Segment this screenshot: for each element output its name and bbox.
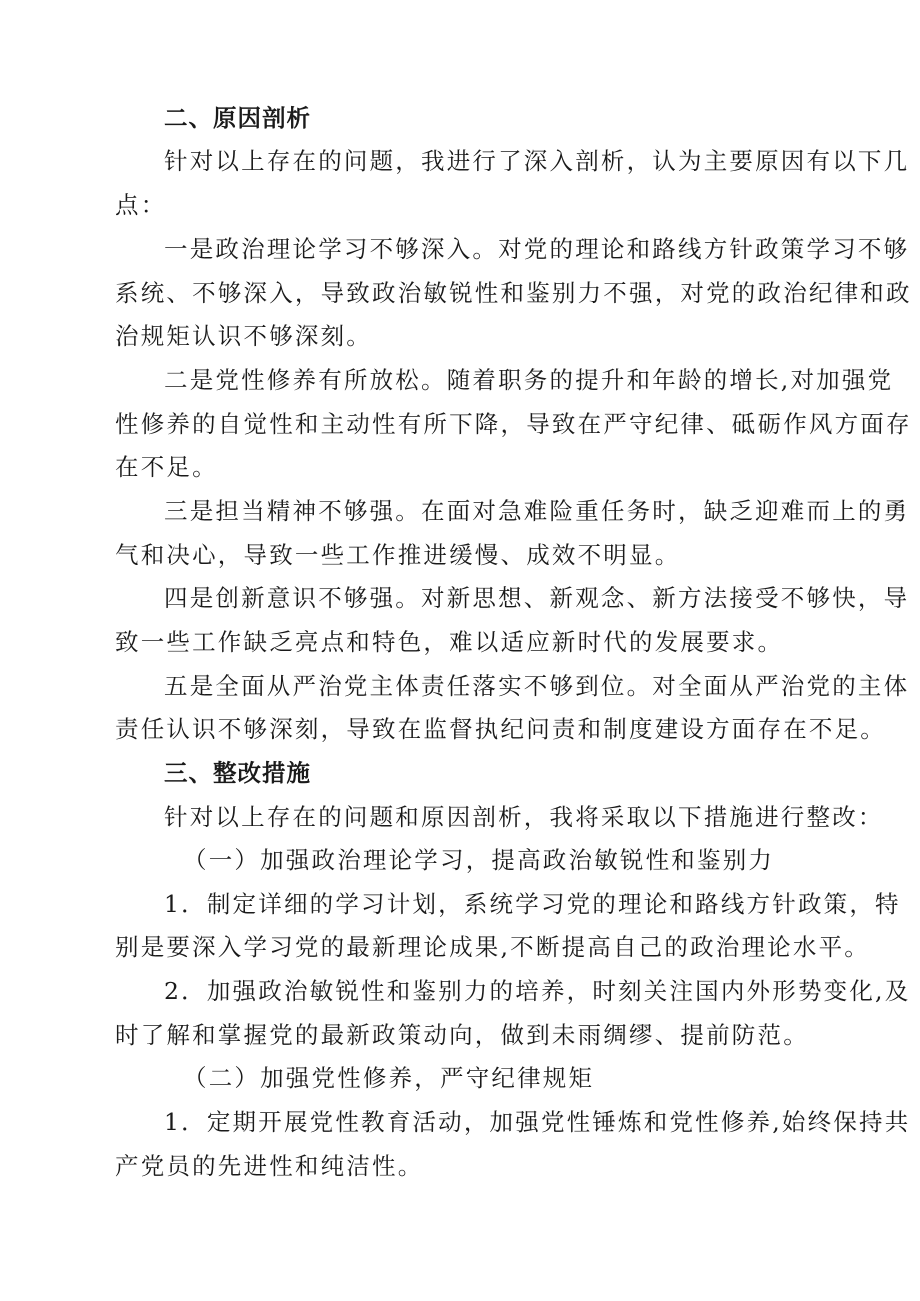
paragraph-line: 2．加强政治敏锐性和鉴别力的培养，时刻关注国内外形势变化,及: [164, 977, 911, 1005]
paragraph-line: 四是创新意识不够强。对新思想、新观念、新方法接受不够快，导: [164, 584, 910, 612]
subsection-title: （一）加强政治理论学习，提高政治敏锐性和鉴别力: [183, 846, 775, 874]
paragraph-line: 二是党性修养有所放松。随着职务的提升和年龄的增长,对加强党: [164, 366, 894, 394]
paragraph-line: 在不足。: [115, 453, 218, 481]
paragraph-line: 1．制定详细的学习计划，系统学习党的理论和路线方针政策，特: [164, 890, 901, 918]
paragraph-line: 责任认识不够深刻，导致在监督执纪问责和制度建设方面存在不足。: [115, 715, 886, 743]
paragraph-line: 性修养的自觉性和主动性有所下降，导致在严守纪律、砥砺作风方面存: [115, 410, 912, 438]
paragraph-line: 致一些工作缺乏亮点和特色，难以适应新时代的发展要求。: [115, 628, 784, 656]
section-heading-rectification: 三、整改措施: [164, 759, 311, 787]
section-heading-cause-analysis: 二、原因剖析: [164, 104, 311, 132]
paragraph-line: 时了解和掌握党的最新政策动向，做到未雨绸缪、提前防范。: [115, 1021, 809, 1049]
paragraph-line: 一是政治理论学习不够深入。对党的理论和路线方针政策学习不够: [164, 235, 910, 263]
paragraph-line: 别是要深入学习党的最新理论成果,不断提高自己的政治理论水平。: [115, 933, 870, 961]
paragraph-line: 针对以上存在的问题和原因剖析，我将采取以下措施进行整改：: [164, 803, 884, 831]
paragraph-line: 点：: [115, 191, 167, 219]
paragraph-line: 1．定期开展党性教育活动，加强党性锤炼和党性修养,始终保持共: [164, 1108, 911, 1136]
paragraph-line: 系统、不够深入，导致政治敏锐性和鉴别力不强，对党的政治纪律和政: [115, 279, 912, 307]
subsection-title: （二）加强党性修养，严守纪律规矩: [183, 1064, 595, 1092]
paragraph-line: 产党员的先进性和纯洁性。: [115, 1152, 424, 1180]
paragraph-line: 三是担当精神不够强。在面对急难险重任务时，缺乏迎难而上的勇: [164, 497, 910, 525]
paragraph-line: 气和决心，导致一些工作推进缓慢、成效不明显。: [115, 541, 681, 569]
paragraph-line: 针对以上存在的问题，我进行了深入剖析，认为主要原因有以下几: [164, 147, 910, 175]
paragraph-line: 治规矩认识不够深刻。: [115, 322, 372, 350]
paragraph-line: 五是全面从严治党主体责任落实不够到位。对全面从严治党的主体: [164, 672, 910, 700]
